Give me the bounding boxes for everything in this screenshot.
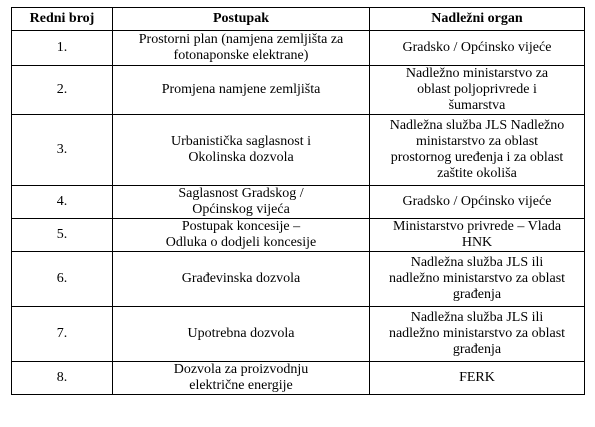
procedure-line: Prostorni plan (namjena zemljišta za: [138, 32, 344, 47]
authority-cell: [370, 307, 585, 362]
authority-cell: [370, 31, 585, 66]
authority-line: šumarstva: [448, 98, 506, 113]
row-number: 7.: [12, 307, 113, 362]
authority-line: prostornog uređenja i za oblast: [390, 150, 564, 165]
procedure-line: Postupak koncesije –: [181, 219, 301, 234]
table-row: [12, 252, 585, 307]
table-row: [12, 31, 585, 66]
authority-line: ministarstvo za oblast: [415, 134, 539, 149]
authority-cell: [370, 252, 585, 307]
authority-cell: [370, 186, 585, 219]
procedure-cell: [113, 115, 370, 186]
procedure-cell: [113, 307, 370, 362]
authority-line: građenja: [452, 342, 502, 357]
row-number: 1.: [12, 31, 113, 66]
authority-line: oblast poljoprivrede i: [417, 82, 537, 97]
table-row: [12, 307, 585, 362]
authority-line: Nadležna služba JLS Nadležno: [389, 118, 565, 133]
procedure-cell: [113, 219, 370, 252]
row-number: 3.: [12, 115, 113, 186]
authority-line: Gradsko / Općinsko vijeće: [402, 40, 552, 55]
authority-cell: [370, 219, 585, 252]
procedure-line: Urbanistička saglasnost i: [171, 134, 311, 149]
authority-cell: [370, 115, 585, 186]
authority-cell: [370, 66, 585, 115]
authority-line: Nadležno ministarstvo za: [405, 66, 549, 81]
procedure-cell: [113, 66, 370, 115]
header-redni-broj: Redni broj: [12, 8, 113, 31]
procedure-line: Dozvola za proizvodnju: [173, 362, 309, 377]
row-number: 8.: [12, 362, 113, 395]
authority-line: HNK: [461, 235, 493, 250]
procedure-line: Promjena namjene zemljišta: [161, 82, 321, 97]
procedure-line: Okolinska dozvola: [188, 150, 294, 165]
header-postupak: Postupak: [113, 8, 370, 31]
authority-line: Nadležna služba JLS ili: [410, 255, 544, 270]
procedure-cell: [113, 31, 370, 66]
table-row: [12, 186, 585, 219]
document-page: [11, 7, 585, 395]
header-nadlezni-organ: Nadležni organ: [370, 8, 585, 31]
authority-line: nadležno ministarstvo za oblast: [388, 326, 566, 341]
authority-line: Gradsko / Općinsko vijeće: [402, 194, 552, 209]
procedure-line: Građevinska dozvola: [181, 271, 301, 286]
table-row: [12, 115, 585, 186]
row-number: 6.: [12, 252, 113, 307]
procedure-line: Odluka o dodjeli koncesije: [165, 235, 317, 250]
procedures-table: [11, 7, 585, 395]
authority-line: građenja: [452, 287, 502, 302]
table-header-row: [12, 8, 585, 31]
table-row: [12, 219, 585, 252]
row-number: 2.: [12, 66, 113, 115]
procedure-line: Saglasnost Gradskog /: [178, 186, 304, 201]
authority-line: FERK: [459, 370, 495, 385]
table-row: [12, 362, 585, 395]
procedure-line: električne energije: [189, 378, 293, 393]
authority-line: zaštite okoliša: [437, 166, 517, 181]
procedure-line: Općinskog vijeća: [192, 202, 290, 217]
authority-line: Nadležna služba JLS ili: [410, 310, 544, 325]
authority-line: nadležno ministarstvo za oblast: [388, 271, 566, 286]
table-row: [12, 66, 585, 115]
procedure-cell: [113, 252, 370, 307]
procedure-cell: [113, 362, 370, 395]
procedure-cell: [113, 186, 370, 219]
procedure-line: fotonaponske elektrane): [173, 48, 309, 63]
authority-cell: [370, 362, 585, 395]
authority-line: Ministarstvo privrede – Vlada: [392, 219, 562, 234]
row-number: 5.: [12, 219, 113, 252]
procedure-line: Upotrebna dozvola: [187, 326, 295, 341]
row-number: 4.: [12, 186, 113, 219]
